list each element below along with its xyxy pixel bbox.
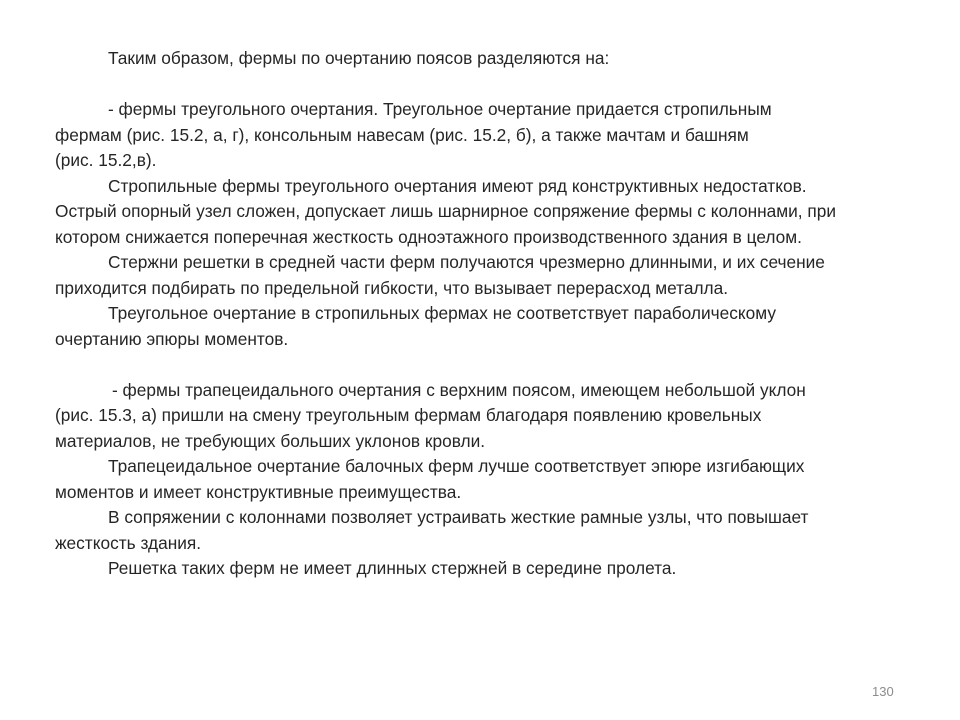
text-line: жесткость здания. (55, 532, 202, 553)
text-line: В сопряжении с колоннами позволяет устраивать жесткие рамные узлы, что повышает (108, 507, 809, 527)
text-line: Острый опорный узел сложен, допускает лишь шарнирное сопряжение фермы с колоннами, при (55, 201, 837, 221)
text-line: Стропильные фермы треугольного очертания имеют ряд конструктивных недостатков. (108, 175, 807, 196)
text-line: приходится подбирать по предельной гибкости, что вызывает перерасход металла. (55, 277, 729, 298)
text-line: Трапецеидальное очертание балочных ферм лучше соответствует эпюре изгибающих (108, 456, 805, 476)
text-line: (рис. 15.3, а) пришли на смену треугольным фермам благодаря появлению кровельных (55, 405, 762, 425)
text-line: (рис. 15.2,в). (55, 150, 157, 170)
text-line: Треугольное очертание в стропильных фермах не соответствует параболическому (108, 303, 776, 323)
text-line: моментов и имеет конструктивные преимущества. (55, 481, 462, 502)
text-line: очертанию эпюры моментов. (55, 328, 289, 349)
text-line: котором снижается поперечная жесткость одноэтажного производственного здания в целом. (55, 226, 802, 247)
text-line: Решетка таких ферм не имеет длинных стержней в середине пролета. (108, 558, 677, 578)
blank-line (55, 352, 915, 378)
trapezoidal-heading-line: - фермы трапецеидального очертания с верхним поясом, имеющем небольшой уклон (112, 379, 806, 400)
text-line: фермам (рис. 15.2, а, г), консольным навесам (рис. 15.2, б), а также мачтам и башням (55, 124, 749, 145)
page-number: 130 (872, 684, 894, 699)
blank-line (55, 72, 915, 98)
text-line: материалов, не требующих больших уклонов кровли. (55, 430, 486, 451)
intro-line: Таким образом, фермы по очертанию поясов разделяются на: (108, 48, 610, 68)
slide-text-body (55, 46, 915, 582)
triangular-heading-line: - фермы треугольного очертания. Треугольное очертание придается стропильным (108, 99, 772, 119)
text-line: Стержни решетки в средней части ферм получаются чрезмерно длинными, и их сечение (108, 252, 825, 272)
